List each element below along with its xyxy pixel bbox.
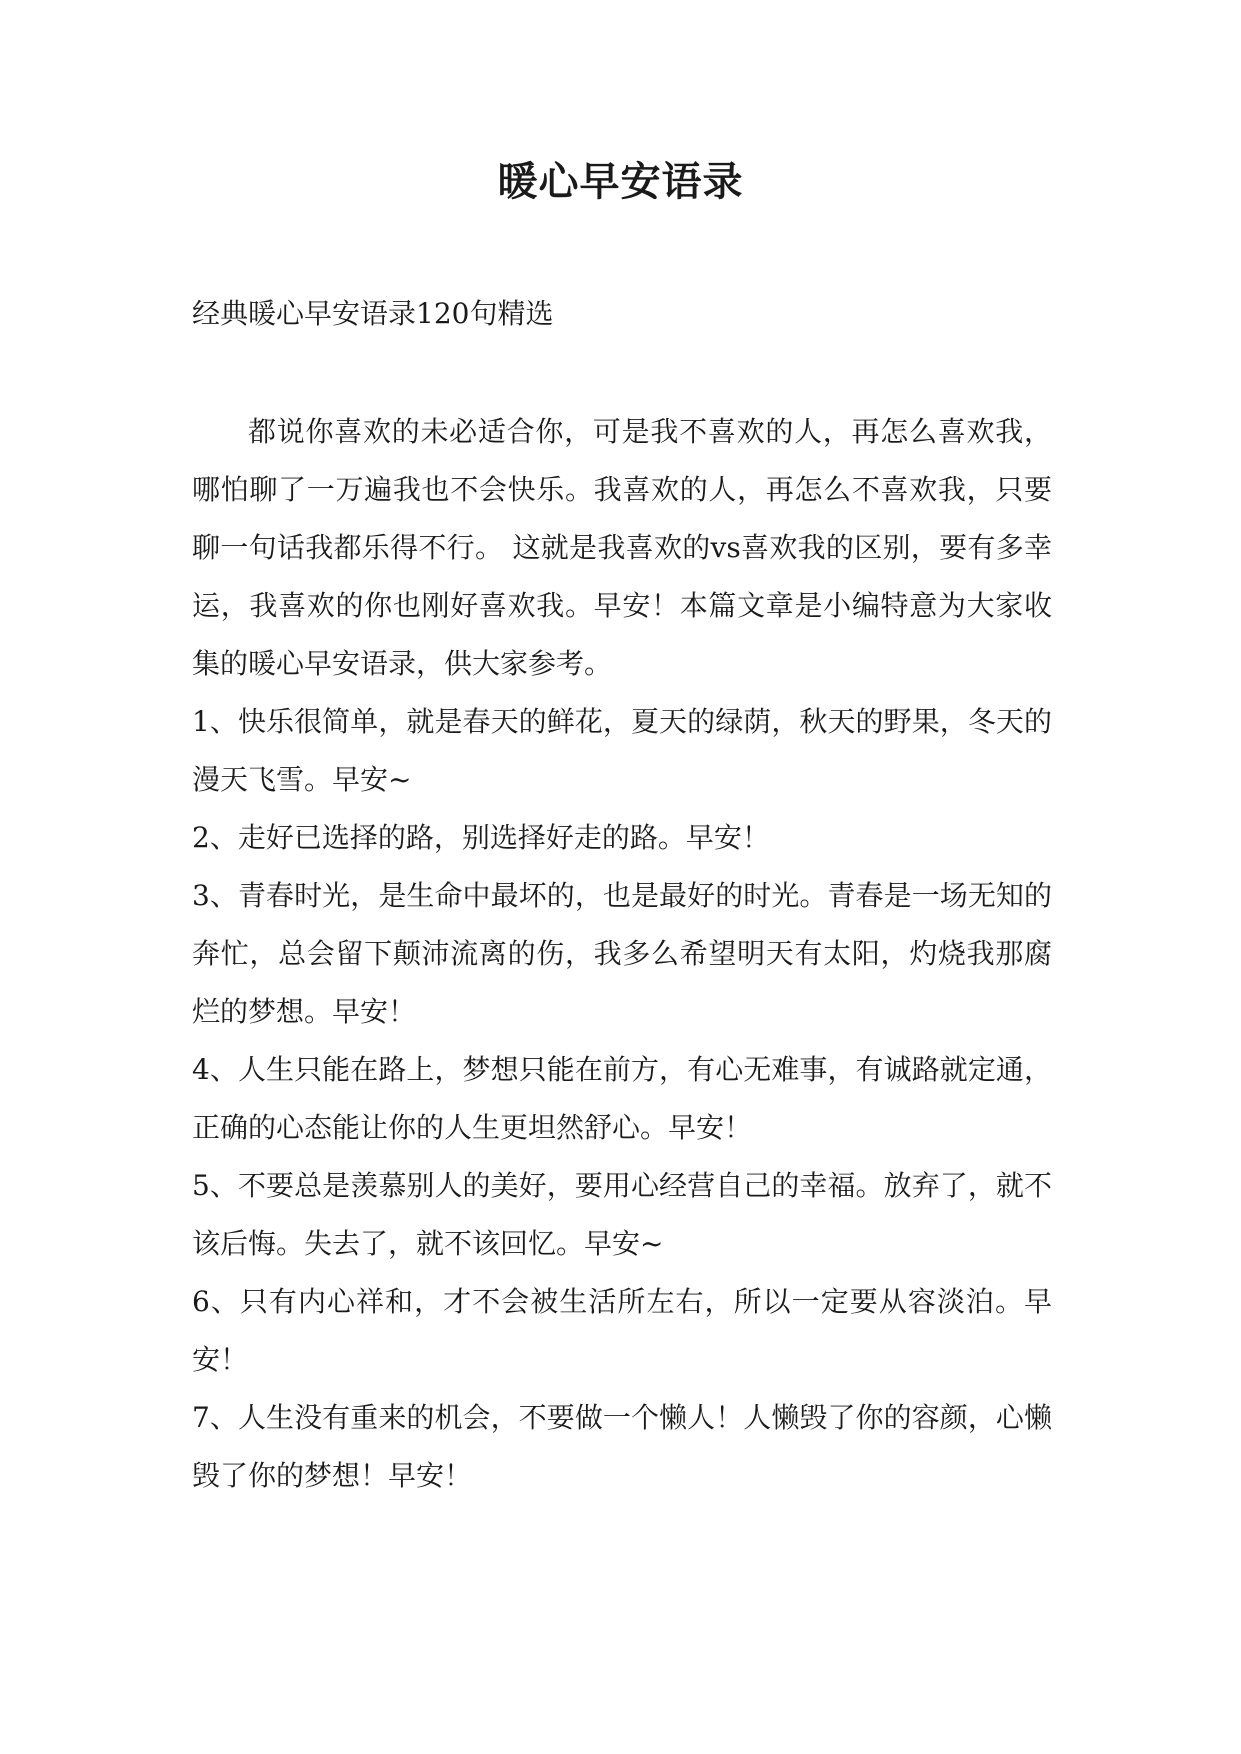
document-subtitle: 经典暖心早安语录120句精选 bbox=[192, 297, 554, 330]
quote-item-6: 6、只有内心祥和，才不会被生活所左右，所以一定要从容淡泊。早安！ bbox=[192, 1285, 1052, 1376]
document-title: 暖心早安语录 bbox=[497, 158, 744, 205]
quote-item-7: 7、人生没有重来的机会，不要做一个懒人！人懒毁了你的容颜，心懒毁了你的梦想！早安！ bbox=[192, 1401, 1052, 1492]
quote-item-5: 5、不要总是羡慕别人的美好，要用心经营自己的幸福。放弃了，就不该后悔。失去了，就不该回忆。早安~ bbox=[192, 1169, 1052, 1260]
document-body bbox=[192, 403, 1052, 1505]
quote-item-3: 3、青春时光，是生命中最坏的，也是最好的时光。青春是一场无知的奔忙，总会留下颠沛流离的伤，我多么希望明天有太阳，灼烧我那腐烂的梦想。早安！ bbox=[192, 879, 1052, 1028]
intro-paragraph: 都说你喜欢的未必适合你，可是我不喜欢的人，再怎么喜欢我，哪怕聊了一万遍我也不会快乐。我喜欢的人，再怎么不喜欢我，只要聊一句话我都乐得不行。 这就是我喜欢的vs喜欢我的区别，要有多幸运，我喜欢的你也刚好喜欢我。早安！本篇文章是小编特意为大家收集的暖心早安语录，供大家参考。 bbox=[192, 415, 1052, 680]
quote-item-4: 4、人生只能在路上，梦想只能在前方，有心无难事，有诚路就定通，正确的心态能让你的人生更坦然舒心。早安！ bbox=[192, 1053, 1052, 1144]
quote-item-1: 1、快乐很简单，就是春天的鲜花，夏天的绿荫，秋天的野果，冬天的漫天飞雪。早安~ bbox=[192, 705, 1052, 796]
quote-item-2: 2、走好已选择的路，别选择好走的路。早安！ bbox=[192, 821, 770, 854]
